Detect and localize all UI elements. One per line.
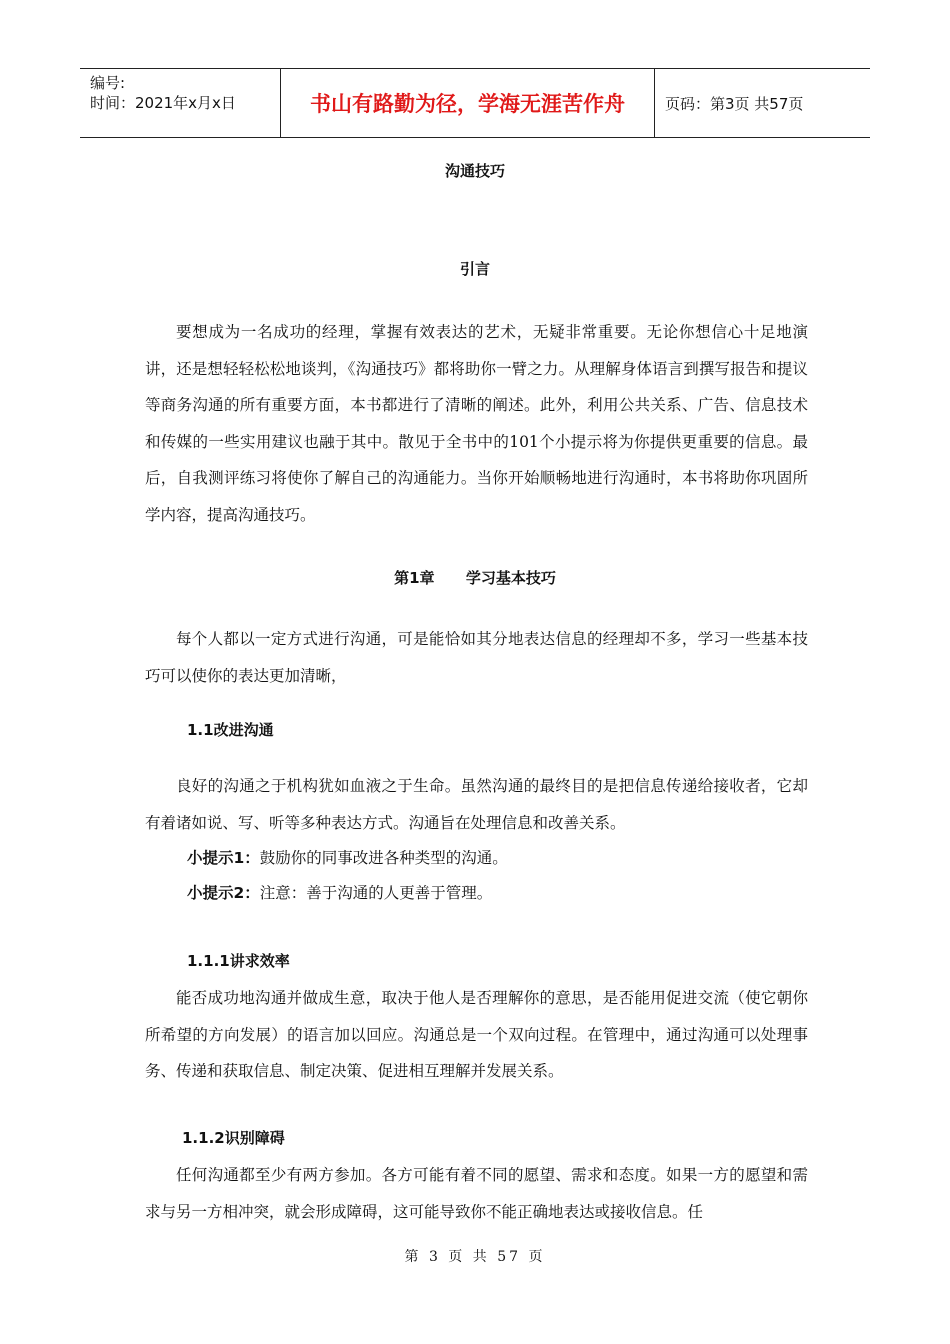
chapter-heading: 第1章 学习基本技巧 — [394, 569, 556, 587]
tip-1 — [187, 846, 508, 868]
header-page-info: 页码：第3页 共57页 — [665, 94, 804, 113]
tip-2-label: 小提示2： — [187, 884, 260, 902]
tip-2-text: 注意：善于沟通的人更善于管理。 — [259, 884, 493, 902]
tip-1-text: 鼓励你的同事改进各种类型的沟通。 — [259, 849, 508, 867]
header-motto: 书山有路勤为径，学海无涯苦作舟 — [280, 69, 655, 137]
section-heading-1-1-1: 1.1.1讲求效率 — [187, 952, 290, 970]
tip-2 — [187, 881, 492, 903]
document-title: 沟通技巧 — [444, 162, 505, 180]
intro-heading: 引言 — [459, 260, 490, 278]
intro-paragraph: 要想成为一名成功的经理，掌握有效表达的艺术，无疑非常重要。无论你想信心十足地演讲，还是想轻轻松松地谈判，《沟通技巧》都将助你一臂之力。从理解身体语言到撰写报告和提议等商务沟通的所有重要方面，本书都进行了清晰的阐述。此外，利用公共关系、广告、信息技术和传媒的一些实用建议也融于其中。散见于全书中的101个小提示将为你提供更重要的信息。最后，自我测评练习将使你了解自己的沟通能力。当你开始顺畅地进行沟通时，本书将助你巩固所学内容，提高沟通技巧。 — [145, 323, 808, 524]
number-label: 编号: — [90, 74, 126, 92]
section-heading-1-1: 1.1改进沟通 — [187, 721, 274, 739]
section-1-1-paragraph: 良好的沟通之于机构犹如血液之于生命。虽然沟通的最终目的是把信息传递给接收者，它却有着诸如说、写、听等多种表达方式。沟通旨在处理信息和改善关系。 — [145, 777, 808, 832]
page-footer: 第 3 页 共 57 页 — [404, 1249, 546, 1265]
date-label: 时间：2021年x月x日 — [90, 94, 236, 112]
section-1-1-2-paragraph: 任何沟通都至少有两方参加。各方可能有着不同的愿望、需求和态度。如果一方的愿望和需求与另一方相冲突，就会形成障碍，这可能导致你不能正确地表达或接收信息。任 — [145, 1166, 808, 1221]
tip-1-label: 小提示1： — [187, 849, 260, 867]
section-heading-1-1-2: 1.1.2识别障碍 — [182, 1129, 285, 1147]
header-meta — [80, 69, 280, 137]
section-1-1-1-paragraph: 能否成功地沟通并做成生意，取决于他人是否理解你的意思，是否能用促进交流（使它朝你所希望的方向发展）的语言加以回应。沟通总是一个双向过程。在管理中，通过沟通可以处理事务、传递和获取信息、制定决策、促进相互理解并发展关系。 — [145, 989, 808, 1080]
page-header — [80, 68, 870, 138]
chapter-paragraph: 每个人都以一定方式进行沟通，可是能恰如其分地表达信息的经理却不多，学习一些基本技巧可以使你的表达更加清晰， — [145, 630, 808, 685]
